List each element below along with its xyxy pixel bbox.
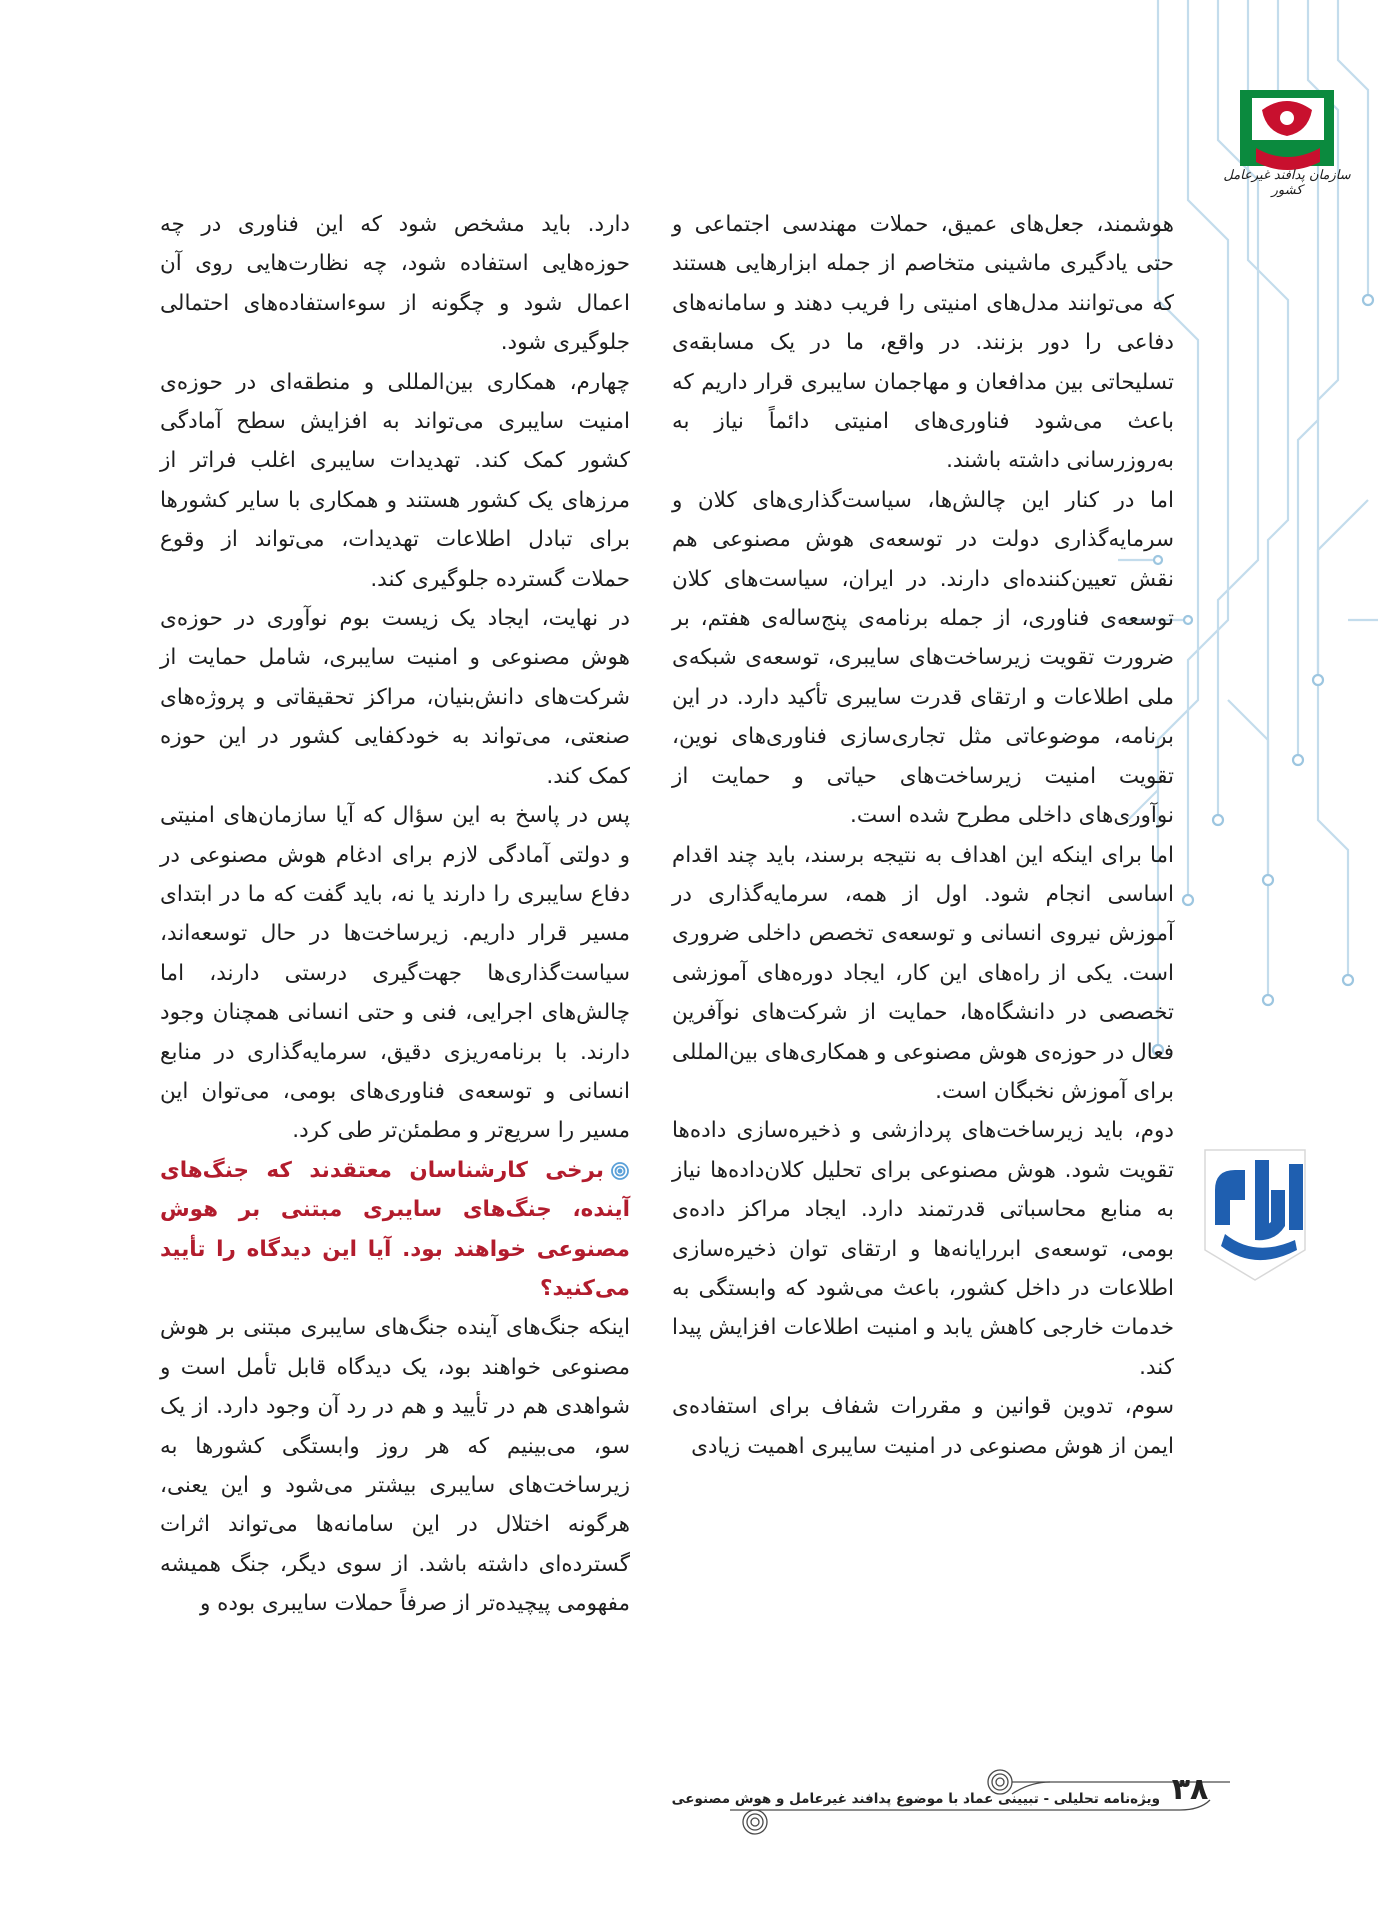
paragraph: اما در کنار این چالش‌ها، سیاست‌گذاری‌های کلان و سرمایه‌گذاری دولت در توسعه‌ی هوش مصنوعی هم نقش تعیین‌کننده‌ای دارند. در ایران، سیاست‌های کلان توسعه‌ی فناوری، از جمله برنامه‌ی پنج‌ساله‌ی هفتم، بر ضرورت تقویت زیرساخت‌های سایبری، توسعه‌ی شبکه‌ی ملی اطلاعات و ارتقای قدرت سایبری تأکید دارد. در این برنامه، موضوعاتی مثل تجاری‌سازی فناوری‌های نوین، تقویت امنیت زیرساخت‌های حیاتی و حمایت از نوآوری‌های داخلی مطرح شده است. [672, 487, 1174, 829]
paragraph: دارد. باید مشخص شود که این فناوری در چه حوزه‌هایی استفاده شود، چه نظارت‌هایی روی آن اعمال شود و چگونه از سوءاستفاده‌های احتمالی جلوگیری شود. [160, 212, 630, 356]
paragraph: در نهایت، ایجاد یک زیست بوم نوآوری در حوزه‌ی هوش مصنوعی و امنیت سایبری، شامل حمایت از شرکت‌های دانش‌بنیان، مراکز تحقیقاتی و پروژه‌های صنعتی، می‌تواند به خودکفایی کشور در این حوزه کمک کند. [160, 606, 630, 789]
paragraph: پس در پاسخ به این سؤال که آیا سازمان‌های امنیتی و دولتی آمادگی لازم برای ادغام هوش مصنوعی در دفاع سایبری را دارند یا نه، باید گفت که ما در ابتدای مسیر قرار داریم. زیرساخت‌ها در حال توسعه‌اند، سیاست‌گذاری‌ها جهت‌گیری درستی دارند، اما چالش‌های اجرایی، فنی و حتی انسانی همچنان وجود دارند. با برنامه‌ریزی دقیق، سرمایه‌گذاری در منابع انسانی و توسعه‌ی فناوری‌های بومی، می‌توان این مسیر را سریع‌تر و مطمئن‌تر طی کرد. [160, 803, 630, 1144]
page-number: ۳۸ [1171, 1772, 1209, 1807]
article-column-left [160, 205, 630, 1624]
org-logo-caption: سازمان پدافند غیرعامل کشور [1223, 168, 1351, 198]
answer-paragraph: اینکه جنگ‌های آینده جنگ‌های سایبری مبتنی بر هوش مصنوعی خواهند بود، یک دیدگاه قابل تأمل است و شواهدی هم در تأیید و هم در رد آن وجود دارد. از یک سو، می‌بینیم که هر روز وابستگی کشورها به زیرساخت‌های سایبری بیشتر می‌شود و این یعنی، هرگونه اختلال در این سامانه‌ها می‌تواند اثرات گسترده‌ای داشته باشد. از سوی دیگر، جنگ همیشه مفهومی پیچیده‌تر از صرفاً حملات سایبری بوده و [160, 1315, 630, 1617]
article-column-right [672, 205, 1174, 1466]
question-text: برخی کارشناسان معتقدند که جنگ‌های آینده، جنگ‌های سایبری مبتنی بر هوش مصنوعی خواهند بود. آیا این دیدگاه را تأیید می‌کنید؟ [160, 1157, 630, 1301]
paragraph: سوم، تدوین قوانین و مقررات شفاف برای استفاده‌ی ایمن از هوش مصنوعی در امنیت سایبری اهمیت زیادی [672, 1394, 1174, 1459]
emad-logo-icon [1185, 1130, 1325, 1290]
paragraph: دوم، باید زیرساخت‌های پردازشی و ذخیره‌سازی داده‌ها تقویت شود. هوش مصنوعی برای تحلیل کلان‌داده‌ها نیاز به منابع محاسباتی قدرتمند دارد. ایجاد مراکز داده‌ی بومی، توسعه‌ی ابررایانه‌ها و ارتقای توان ذخیره‌سازی اطلاعات در داخل کشور، باعث می‌شود که وابستگی به خدمات خارجی کاهش یابد و امنیت اطلاعات افزایش پیدا کند. [672, 1118, 1174, 1380]
paragraph: چهارم، همکاری بین‌المللی و منطقه‌ای در حوزه‌ی امنیت سایبری می‌تواند به افزایش سطح آمادگی کشور کمک کند. تهدیدات سایبری اغلب فراتر از مرزهای یک کشور هستند و همکاری با سایر کشورها برای تبادل اطلاعات تهدیدات، می‌تواند از وقوع حملات گسترده جلوگیری کند. [160, 369, 630, 592]
interview-question [160, 1151, 630, 1309]
footer-publication-title: ویژه‌نامه تحلیلی - تبیینی عماد با موضوع پدافند غیرعامل و هوش مصنوعی [671, 1791, 1160, 1807]
paragraph: هوشمند، جعل‌های عمیق، حملات مهندسی اجتماعی و حتی یادگیری ماشینی متخاصم از جمله ابزارهایی هستند که می‌توانند مدل‌های امنیتی را فریب دهند و سامانه‌های دفاعی را دور بزنند. در واقع، ما در یک مسابقه‌ی تسلیحاتی بین مدافعان و مهاجمان سایبری قرار داریم که باعث می‌شود فناوری‌های امنیتی دائماً نیاز به به‌روزرسانی داشته باشند. [672, 212, 1174, 474]
spiral-bullet-icon [610, 1161, 630, 1181]
paragraph: اما برای اینکه این اهداف به نتیجه برسند، باید چند اقدام اساسی انجام شود. اول از همه، سرمایه‌گذاری در آموزش نیروی انسانی و توسعه‌ی تخصص داخلی ضروری است. یکی از راه‌های این کار، ایجاد دوره‌های آموزشی تخصصی در دانشگاه‌ها، حمایت از شرکت‌های نوآفرین فعال در حوزه‌ی هوش مصنوعی و همکاری‌های بین‌المللی برای آموزش نخبگان است. [672, 842, 1174, 1104]
